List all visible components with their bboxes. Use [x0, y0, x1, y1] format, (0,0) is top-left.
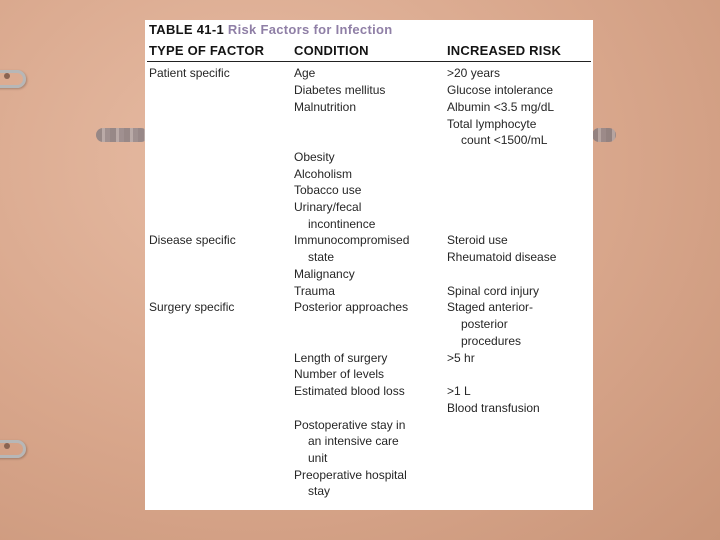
header-type-of-factor: TYPE OF FACTOR [149, 43, 265, 58]
condition-trauma: Trauma [294, 284, 335, 298]
background-smudge-right [592, 128, 616, 142]
factor-disease-specific: Disease specific [149, 233, 236, 247]
risk-lymphocyte: Total lymphocyte [447, 117, 537, 131]
table-number: TABLE 41-1 [149, 22, 224, 37]
condition-diabetes: Diabetes mellitus [294, 83, 386, 97]
condition-incontinence: incontinence [308, 217, 376, 231]
condition-malnutrition: Malnutrition [294, 100, 357, 114]
binder-ring-top [0, 70, 26, 88]
risk-steroid: Steroid use [447, 233, 508, 247]
risk-rheumatoid: Rheumatoid disease [447, 250, 557, 264]
condition-immunocompromised: Immunocompromised [294, 233, 410, 247]
risk-posterior: posterior [461, 317, 508, 331]
condition-blood-loss: Estimated blood loss [294, 384, 405, 398]
table-caption: Risk Factors for Infection [227, 22, 393, 37]
condition-postop-stay: Postoperative stay in [294, 418, 406, 432]
condition-alcoholism: Alcoholism [294, 167, 353, 181]
header-condition: CONDITION [294, 43, 369, 58]
table-title [149, 22, 392, 37]
factor-surgery-specific: Surgery specific [149, 300, 235, 314]
condition-obesity: Obesity [294, 150, 335, 164]
condition-icu: an intensive care [308, 434, 399, 448]
risk-albumin: Albumin <3.5 mg/dL [447, 100, 555, 114]
condition-malignancy: Malignancy [294, 267, 355, 281]
background-smudge-left [96, 128, 148, 142]
risk-transfusion: Blood transfusion [447, 401, 540, 415]
binder-ring-bottom [0, 440, 26, 458]
condition-age: Age [294, 66, 316, 80]
condition-unit: unit [308, 451, 328, 465]
condition-tobacco: Tobacco use [294, 183, 362, 197]
condition-preop-hospital: Preoperative hospital [294, 468, 407, 482]
table-sheet [145, 20, 593, 510]
risk-procedures: procedures [461, 334, 522, 348]
factor-patient-specific: Patient specific [149, 66, 230, 80]
header-increased-risk: INCREASED RISK [447, 43, 562, 58]
risk-glucose: Glucose intolerance [447, 83, 554, 97]
condition-posterior-approaches: Posterior approaches [294, 300, 409, 314]
risk-staged: Staged anterior- [447, 300, 534, 314]
condition-stay: stay [308, 484, 331, 498]
risk-blood-loss: >1 L [447, 384, 471, 398]
risk-surgery-length: >5 hr [447, 351, 475, 365]
risk-age: >20 years [447, 66, 501, 80]
header-rule [147, 61, 591, 62]
risk-spinal-cord: Spinal cord injury [447, 284, 540, 298]
condition-number-of-levels: Number of levels [294, 367, 385, 381]
condition-length-of-surgery: Length of surgery [294, 351, 388, 365]
condition-state: state [308, 250, 335, 264]
risk-lymphocyte-count: count <1500/mL [461, 133, 548, 147]
condition-urinary-fecal: Urinary/fecal [294, 200, 362, 214]
